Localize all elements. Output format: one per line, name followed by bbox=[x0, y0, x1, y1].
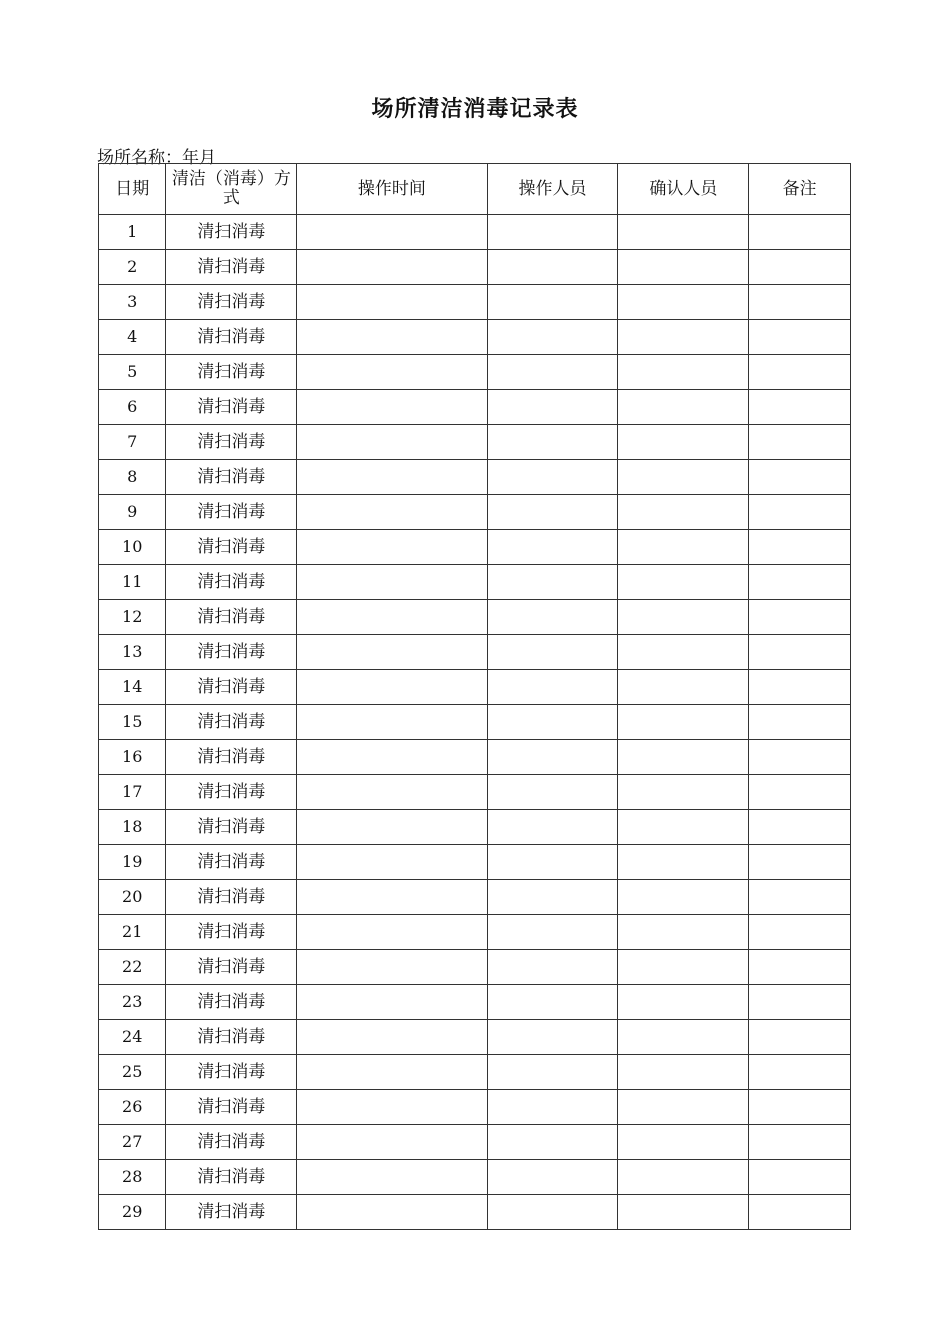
operator-cell[interactable] bbox=[487, 705, 618, 740]
date-cell: 5 bbox=[99, 355, 166, 390]
method-cell: 清扫消毒 bbox=[166, 215, 297, 250]
operator-cell[interactable] bbox=[487, 810, 618, 845]
confirmer-cell[interactable] bbox=[618, 810, 749, 845]
date-cell: 8 bbox=[99, 460, 166, 495]
confirmer-cell[interactable] bbox=[618, 880, 749, 915]
operator-cell[interactable] bbox=[487, 1195, 618, 1230]
method-cell: 清扫消毒 bbox=[166, 880, 297, 915]
date-cell: 17 bbox=[99, 775, 166, 810]
method-cell: 清扫消毒 bbox=[166, 1020, 297, 1055]
confirmer-cell[interactable] bbox=[618, 600, 749, 635]
method-cell: 清扫消毒 bbox=[166, 355, 297, 390]
date-cell: 2 bbox=[99, 250, 166, 285]
operation-time-cell[interactable] bbox=[297, 985, 487, 1020]
remarks-cell[interactable] bbox=[749, 530, 851, 565]
table-row bbox=[99, 320, 851, 355]
table-row bbox=[99, 600, 851, 635]
method-cell: 清扫消毒 bbox=[166, 915, 297, 950]
table-row bbox=[99, 740, 851, 775]
confirmer-cell[interactable] bbox=[618, 985, 749, 1020]
operator-cell[interactable] bbox=[487, 1055, 618, 1090]
operator-cell[interactable] bbox=[487, 355, 618, 390]
operation-time-cell[interactable] bbox=[297, 1160, 487, 1195]
table-row bbox=[99, 215, 851, 250]
remarks-cell[interactable] bbox=[749, 600, 851, 635]
date-cell: 24 bbox=[99, 1020, 166, 1055]
date-cell: 12 bbox=[99, 600, 166, 635]
table-row bbox=[99, 495, 851, 530]
operation-time-cell[interactable] bbox=[297, 495, 487, 530]
operation-time-cell[interactable] bbox=[297, 1125, 487, 1160]
remarks-cell[interactable] bbox=[749, 215, 851, 250]
operator-cell[interactable] bbox=[487, 600, 618, 635]
remarks-cell[interactable] bbox=[749, 985, 851, 1020]
operator-cell[interactable] bbox=[487, 985, 618, 1020]
confirmer-cell[interactable] bbox=[618, 460, 749, 495]
operator-cell[interactable] bbox=[487, 285, 618, 320]
confirmer-cell[interactable] bbox=[618, 1090, 749, 1125]
confirmer-cell[interactable] bbox=[618, 740, 749, 775]
confirmer-cell[interactable] bbox=[618, 845, 749, 880]
table-row bbox=[99, 565, 851, 600]
operator-cell[interactable] bbox=[487, 495, 618, 530]
method-cell: 清扫消毒 bbox=[166, 810, 297, 845]
operator-cell[interactable] bbox=[487, 635, 618, 670]
remarks-cell[interactable] bbox=[749, 845, 851, 880]
table-row bbox=[99, 250, 851, 285]
remarks-cell[interactable] bbox=[749, 775, 851, 810]
method-cell: 清扫消毒 bbox=[166, 390, 297, 425]
table-row bbox=[99, 355, 851, 390]
table-row bbox=[99, 390, 851, 425]
confirmer-cell[interactable] bbox=[618, 1055, 749, 1090]
operator-cell[interactable] bbox=[487, 1020, 618, 1055]
table-row bbox=[99, 705, 851, 740]
remarks-cell[interactable] bbox=[749, 1195, 851, 1230]
date-cell: 27 bbox=[99, 1125, 166, 1160]
operation-time-cell[interactable] bbox=[297, 1055, 487, 1090]
operation-time-cell[interactable] bbox=[297, 530, 487, 565]
confirmer-cell[interactable] bbox=[618, 705, 749, 740]
remarks-cell[interactable] bbox=[749, 495, 851, 530]
operation-time-cell[interactable] bbox=[297, 285, 487, 320]
confirmer-cell[interactable] bbox=[618, 390, 749, 425]
method-cell: 清扫消毒 bbox=[166, 460, 297, 495]
method-cell: 清扫消毒 bbox=[166, 1055, 297, 1090]
method-cell: 清扫消毒 bbox=[166, 950, 297, 985]
date-cell: 21 bbox=[99, 915, 166, 950]
confirmer-cell[interactable] bbox=[618, 250, 749, 285]
date-cell: 29 bbox=[99, 1195, 166, 1230]
operation-time-cell[interactable] bbox=[297, 1020, 487, 1055]
table-row bbox=[99, 425, 851, 460]
method-cell: 清扫消毒 bbox=[166, 425, 297, 460]
operator-cell[interactable] bbox=[487, 740, 618, 775]
method-cell: 清扫消毒 bbox=[166, 600, 297, 635]
table-row bbox=[99, 845, 851, 880]
operation-time-cell[interactable] bbox=[297, 810, 487, 845]
operator-cell[interactable] bbox=[487, 215, 618, 250]
method-cell: 清扫消毒 bbox=[166, 740, 297, 775]
confirmer-cell[interactable] bbox=[618, 215, 749, 250]
table-row bbox=[99, 1090, 851, 1125]
operator-cell[interactable] bbox=[487, 775, 618, 810]
date-cell: 20 bbox=[99, 880, 166, 915]
operator-cell[interactable] bbox=[487, 1125, 618, 1160]
remarks-cell[interactable] bbox=[749, 460, 851, 495]
date-cell: 28 bbox=[99, 1160, 166, 1195]
header-operation-time: 操作时间 bbox=[297, 164, 487, 215]
operation-time-cell[interactable] bbox=[297, 845, 487, 880]
date-cell: 10 bbox=[99, 530, 166, 565]
confirmer-cell[interactable] bbox=[618, 775, 749, 810]
confirmer-cell[interactable] bbox=[618, 425, 749, 460]
operator-cell[interactable] bbox=[487, 530, 618, 565]
confirmer-cell[interactable] bbox=[618, 1195, 749, 1230]
remarks-cell[interactable] bbox=[749, 810, 851, 845]
date-cell: 15 bbox=[99, 705, 166, 740]
method-cell: 清扫消毒 bbox=[166, 320, 297, 355]
date-cell: 25 bbox=[99, 1055, 166, 1090]
method-cell: 清扫消毒 bbox=[166, 1090, 297, 1125]
table-row bbox=[99, 810, 851, 845]
operation-time-cell[interactable] bbox=[297, 670, 487, 705]
confirmer-cell[interactable] bbox=[618, 1160, 749, 1195]
operation-time-cell[interactable] bbox=[297, 565, 487, 600]
date-cell: 22 bbox=[99, 950, 166, 985]
remarks-cell[interactable] bbox=[749, 915, 851, 950]
remarks-cell[interactable] bbox=[749, 250, 851, 285]
confirmer-cell[interactable] bbox=[618, 355, 749, 390]
operator-cell[interactable] bbox=[487, 460, 618, 495]
method-cell: 清扫消毒 bbox=[166, 845, 297, 880]
remarks-cell[interactable] bbox=[749, 285, 851, 320]
operation-time-cell[interactable] bbox=[297, 460, 487, 495]
method-cell: 清扫消毒 bbox=[166, 985, 297, 1020]
operation-time-cell[interactable] bbox=[297, 390, 487, 425]
document-title: 场所清洁消毒记录表 bbox=[371, 97, 579, 122]
table-header-row bbox=[99, 164, 851, 215]
date-cell: 7 bbox=[99, 425, 166, 460]
operator-cell[interactable] bbox=[487, 1090, 618, 1125]
operator-cell[interactable] bbox=[487, 915, 618, 950]
operation-time-cell[interactable] bbox=[297, 635, 487, 670]
date-cell: 13 bbox=[99, 635, 166, 670]
method-cell: 清扫消毒 bbox=[166, 285, 297, 320]
operation-time-cell[interactable] bbox=[297, 705, 487, 740]
table-row bbox=[99, 1195, 851, 1230]
table-row bbox=[99, 985, 851, 1020]
confirmer-cell[interactable] bbox=[618, 670, 749, 705]
operation-time-cell[interactable] bbox=[297, 1195, 487, 1230]
table-row bbox=[99, 460, 851, 495]
operator-cell[interactable] bbox=[487, 1160, 618, 1195]
remarks-cell[interactable] bbox=[749, 1160, 851, 1195]
operation-time-cell[interactable] bbox=[297, 355, 487, 390]
table-row bbox=[99, 880, 851, 915]
header-remarks: 备注 bbox=[749, 164, 851, 215]
method-cell: 清扫消毒 bbox=[166, 1195, 297, 1230]
header-method: 清洁（消毒）方式 bbox=[166, 164, 297, 215]
table-row bbox=[99, 285, 851, 320]
confirmer-cell[interactable] bbox=[618, 1125, 749, 1160]
operator-cell[interactable] bbox=[487, 670, 618, 705]
remarks-cell[interactable] bbox=[749, 950, 851, 985]
operation-time-cell[interactable] bbox=[297, 425, 487, 460]
operation-time-cell[interactable] bbox=[297, 915, 487, 950]
confirmer-cell[interactable] bbox=[618, 635, 749, 670]
operation-time-cell[interactable] bbox=[297, 215, 487, 250]
date-cell: 11 bbox=[99, 565, 166, 600]
table-row bbox=[99, 530, 851, 565]
remarks-cell[interactable] bbox=[749, 670, 851, 705]
method-cell: 清扫消毒 bbox=[166, 1160, 297, 1195]
remarks-cell[interactable] bbox=[749, 355, 851, 390]
operator-cell[interactable] bbox=[487, 320, 618, 355]
date-cell: 14 bbox=[99, 670, 166, 705]
date-cell: 19 bbox=[99, 845, 166, 880]
table-row bbox=[99, 635, 851, 670]
table-row bbox=[99, 950, 851, 985]
date-cell: 26 bbox=[99, 1090, 166, 1125]
operation-time-cell[interactable] bbox=[297, 775, 487, 810]
date-cell: 3 bbox=[99, 285, 166, 320]
confirmer-cell[interactable] bbox=[618, 1020, 749, 1055]
table-row bbox=[99, 1020, 851, 1055]
method-cell: 清扫消毒 bbox=[166, 635, 297, 670]
operator-cell[interactable] bbox=[487, 880, 618, 915]
confirmer-cell[interactable] bbox=[618, 915, 749, 950]
table-row bbox=[99, 670, 851, 705]
method-cell: 清扫消毒 bbox=[166, 705, 297, 740]
operation-time-cell[interactable] bbox=[297, 1090, 487, 1125]
method-cell: 清扫消毒 bbox=[166, 1125, 297, 1160]
operator-cell[interactable] bbox=[487, 565, 618, 600]
table-row bbox=[99, 1125, 851, 1160]
remarks-cell[interactable] bbox=[749, 565, 851, 600]
method-cell: 清扫消毒 bbox=[166, 670, 297, 705]
remarks-cell[interactable] bbox=[749, 320, 851, 355]
table-row bbox=[99, 1160, 851, 1195]
table-row bbox=[99, 915, 851, 950]
table-row bbox=[99, 775, 851, 810]
remarks-cell[interactable] bbox=[749, 390, 851, 425]
date-cell: 16 bbox=[99, 740, 166, 775]
operation-time-cell[interactable] bbox=[297, 880, 487, 915]
place-name-line: 场所名称：年月 bbox=[97, 148, 216, 168]
date-cell: 18 bbox=[99, 810, 166, 845]
operator-cell[interactable] bbox=[487, 250, 618, 285]
operation-time-cell[interactable] bbox=[297, 600, 487, 635]
header-operator: 操作人员 bbox=[487, 164, 618, 215]
operation-time-cell[interactable] bbox=[297, 320, 487, 355]
disinfection-record-table bbox=[98, 163, 851, 1230]
header-date: 日期 bbox=[99, 164, 166, 215]
operation-time-cell[interactable] bbox=[297, 950, 487, 985]
header-confirmer: 确认人员 bbox=[618, 164, 749, 215]
method-cell: 清扫消毒 bbox=[166, 530, 297, 565]
operator-cell[interactable] bbox=[487, 845, 618, 880]
table-row bbox=[99, 1055, 851, 1090]
date-cell: 1 bbox=[99, 215, 166, 250]
remarks-cell[interactable] bbox=[749, 1125, 851, 1160]
confirmer-cell[interactable] bbox=[618, 950, 749, 985]
method-cell: 清扫消毒 bbox=[166, 775, 297, 810]
operator-cell[interactable] bbox=[487, 950, 618, 985]
confirmer-cell[interactable] bbox=[618, 285, 749, 320]
remarks-cell[interactable] bbox=[749, 1055, 851, 1090]
operation-time-cell[interactable] bbox=[297, 740, 487, 775]
confirmer-cell[interactable] bbox=[618, 320, 749, 355]
confirmer-cell[interactable] bbox=[618, 565, 749, 600]
operator-cell[interactable] bbox=[487, 390, 618, 425]
method-cell: 清扫消毒 bbox=[166, 565, 297, 600]
confirmer-cell[interactable] bbox=[618, 495, 749, 530]
remarks-cell[interactable] bbox=[749, 705, 851, 740]
remarks-cell[interactable] bbox=[749, 425, 851, 460]
operation-time-cell[interactable] bbox=[297, 250, 487, 285]
remarks-cell[interactable] bbox=[749, 635, 851, 670]
date-cell: 9 bbox=[99, 495, 166, 530]
remarks-cell[interactable] bbox=[749, 880, 851, 915]
method-cell: 清扫消毒 bbox=[166, 250, 297, 285]
operator-cell[interactable] bbox=[487, 425, 618, 460]
confirmer-cell[interactable] bbox=[618, 530, 749, 565]
remarks-cell[interactable] bbox=[749, 740, 851, 775]
date-cell: 4 bbox=[99, 320, 166, 355]
method-cell: 清扫消毒 bbox=[166, 495, 297, 530]
remarks-cell[interactable] bbox=[749, 1090, 851, 1125]
date-cell: 6 bbox=[99, 390, 166, 425]
remarks-cell[interactable] bbox=[749, 1020, 851, 1055]
date-cell: 23 bbox=[99, 985, 166, 1020]
